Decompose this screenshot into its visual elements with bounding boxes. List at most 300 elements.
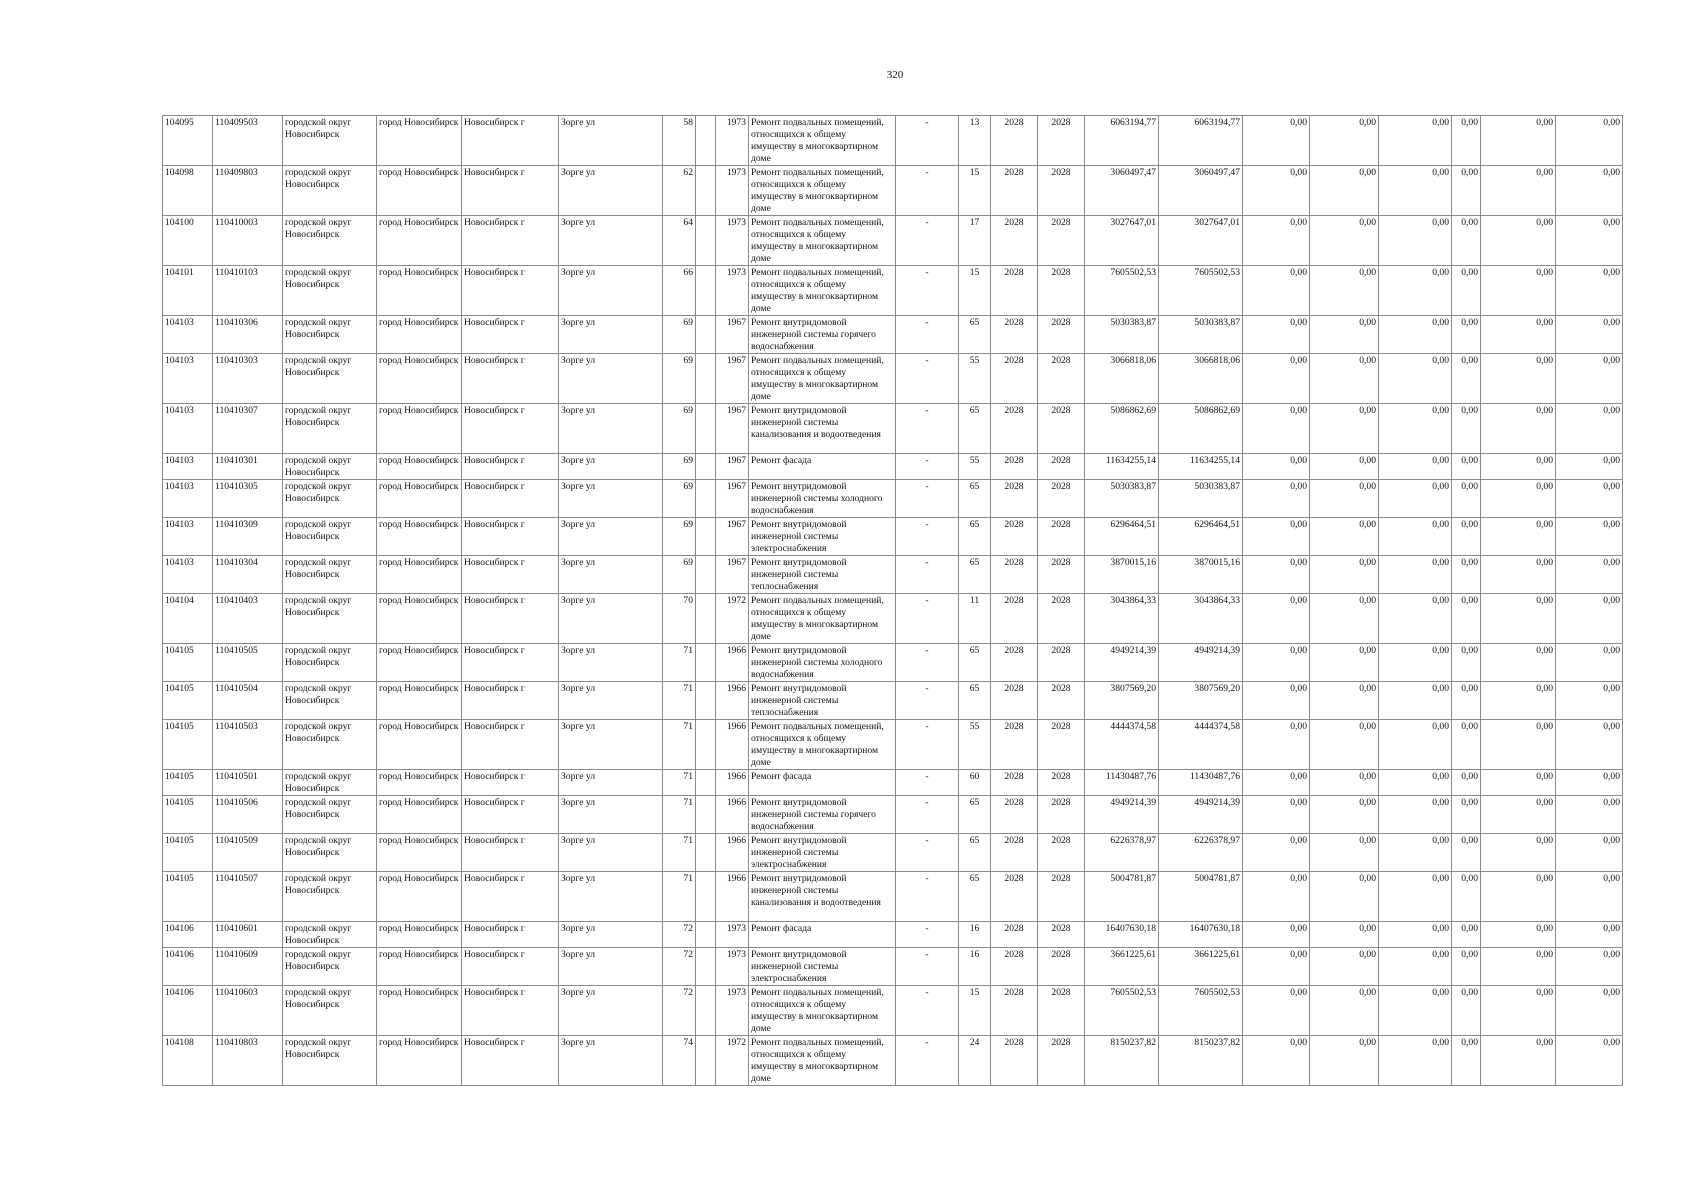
city-cell: Новосибирск г xyxy=(462,166,559,216)
house-number-cell: 71 xyxy=(663,644,696,682)
street-cell: Зорге ул xyxy=(559,166,663,216)
funding-4-cell: 0,00 xyxy=(1452,556,1481,594)
work-type-cell: Ремонт фасада xyxy=(749,922,896,948)
work-type-cell: Ремонт внутридомовой инженерной системы канализования и водоотведения xyxy=(749,404,896,454)
cost-cell: 8150237,82 xyxy=(1085,1036,1159,1086)
funding-1-cell: 0,00 xyxy=(1243,872,1310,922)
funding-1-cell: 0,00 xyxy=(1243,986,1310,1036)
work-type-cell: Ремонт подвальных помещений, относящихся к общему имуществу в многоквартирном доме xyxy=(749,594,896,644)
funding-1-cell: 0,00 xyxy=(1243,922,1310,948)
funding-4-cell: 0,00 xyxy=(1452,682,1481,720)
funding-5-cell: 0,00 xyxy=(1481,316,1556,354)
district-cell: городской округ Новосибирск xyxy=(283,948,377,986)
funding-2-cell: 0,00 xyxy=(1310,644,1379,682)
dash-cell: - xyxy=(896,454,959,480)
funding-3-cell: 0,00 xyxy=(1379,834,1452,872)
cost-cell: 3870015,16 xyxy=(1085,556,1159,594)
funding-1-cell: 0,00 xyxy=(1243,266,1310,316)
funding-6-cell: 0,00 xyxy=(1556,720,1623,770)
funding-2-cell: 0,00 xyxy=(1310,518,1379,556)
house-number-cell: 72 xyxy=(663,986,696,1036)
dash-cell: - xyxy=(896,556,959,594)
cost-cell: 5004781,87 xyxy=(1085,872,1159,922)
build-year-cell: 1967 xyxy=(716,316,749,354)
build-year-cell: 1973 xyxy=(716,266,749,316)
funding-1-cell: 0,00 xyxy=(1243,354,1310,404)
plan-year-start-cell: 2028 xyxy=(991,922,1038,948)
wear-cell: 65 xyxy=(959,316,991,354)
street-cell: Зорге ул xyxy=(559,834,663,872)
cost-cell: 5086862,69 xyxy=(1085,404,1159,454)
settlement-cell: город Новосибирск xyxy=(377,404,462,454)
cost-cell: 3661225,61 xyxy=(1085,948,1159,986)
row-code-cell: 110410504 xyxy=(213,682,283,720)
plan-year-start-cell: 2028 xyxy=(991,216,1038,266)
table-row xyxy=(163,796,1623,834)
plan-year-end-cell: 2028 xyxy=(1038,948,1085,986)
funding-4-cell: 0,00 xyxy=(1452,594,1481,644)
wear-cell: 65 xyxy=(959,834,991,872)
funding-4-cell: 0,00 xyxy=(1452,166,1481,216)
funding-3-cell: 0,00 xyxy=(1379,404,1452,454)
funding-6-cell: 0,00 xyxy=(1556,404,1623,454)
total-cost-cell: 5086862,69 xyxy=(1159,404,1243,454)
house-letter-cell xyxy=(696,116,716,166)
work-type-cell: Ремонт подвальных помещений, относящихся к общему имуществу в многоквартирном доме xyxy=(749,354,896,404)
funding-6-cell: 0,00 xyxy=(1556,266,1623,316)
row-id-cell: 104103 xyxy=(163,404,213,454)
work-type-cell: Ремонт подвальных помещений, относящихся к общему имуществу в многоквартирном доме xyxy=(749,266,896,316)
funding-5-cell: 0,00 xyxy=(1481,166,1556,216)
street-cell: Зорге ул xyxy=(559,720,663,770)
plan-year-end-cell: 2028 xyxy=(1038,404,1085,454)
settlement-cell: город Новосибирск xyxy=(377,266,462,316)
wear-cell: 65 xyxy=(959,480,991,518)
funding-2-cell: 0,00 xyxy=(1310,682,1379,720)
house-letter-cell xyxy=(696,316,716,354)
house-letter-cell xyxy=(696,682,716,720)
funding-5-cell: 0,00 xyxy=(1481,354,1556,404)
row-id-cell: 104106 xyxy=(163,922,213,948)
dash-cell: - xyxy=(896,266,959,316)
row-id-cell: 104105 xyxy=(163,770,213,796)
district-cell: городской округ Новосибирск xyxy=(283,682,377,720)
row-id-cell: 104105 xyxy=(163,796,213,834)
wear-cell: 65 xyxy=(959,404,991,454)
street-cell: Зорге ул xyxy=(559,948,663,986)
wear-cell: 16 xyxy=(959,922,991,948)
funding-4-cell: 0,00 xyxy=(1452,454,1481,480)
district-cell: городской округ Новосибирск xyxy=(283,166,377,216)
row-code-cell: 110410403 xyxy=(213,594,283,644)
total-cost-cell: 4949214,39 xyxy=(1159,644,1243,682)
cost-cell: 6226378,97 xyxy=(1085,834,1159,872)
build-year-cell: 1967 xyxy=(716,404,749,454)
funding-3-cell: 0,00 xyxy=(1379,166,1452,216)
funding-4-cell: 0,00 xyxy=(1452,720,1481,770)
page-number: 320 xyxy=(886,69,904,81)
row-id-cell: 104105 xyxy=(163,872,213,922)
settlement-cell: город Новосибирск xyxy=(377,354,462,404)
total-cost-cell: 3043864,33 xyxy=(1159,594,1243,644)
district-cell: городской округ Новосибирск xyxy=(283,518,377,556)
funding-6-cell: 0,00 xyxy=(1556,518,1623,556)
street-cell: Зорге ул xyxy=(559,922,663,948)
funding-5-cell: 0,00 xyxy=(1481,116,1556,166)
plan-year-start-cell: 2028 xyxy=(991,682,1038,720)
funding-6-cell: 0,00 xyxy=(1556,986,1623,1036)
cost-cell: 5030383,87 xyxy=(1085,316,1159,354)
row-code-cell: 110410003 xyxy=(213,216,283,266)
funding-6-cell: 0,00 xyxy=(1556,166,1623,216)
house-number-cell: 71 xyxy=(663,770,696,796)
house-number-cell: 71 xyxy=(663,834,696,872)
cost-cell: 3060497,47 xyxy=(1085,166,1159,216)
work-type-cell: Ремонт внутридомовой инженерной системы канализования и водоотведения xyxy=(749,872,896,922)
row-id-cell: 104103 xyxy=(163,480,213,518)
row-id-cell: 104104 xyxy=(163,594,213,644)
row-code-cell: 110410506 xyxy=(213,796,283,834)
house-number-cell: 71 xyxy=(663,796,696,834)
dash-cell: - xyxy=(896,518,959,556)
funding-5-cell: 0,00 xyxy=(1481,922,1556,948)
plan-year-end-cell: 2028 xyxy=(1038,354,1085,404)
plan-year-end-cell: 2028 xyxy=(1038,266,1085,316)
plan-year-start-cell: 2028 xyxy=(991,1036,1038,1086)
funding-2-cell: 0,00 xyxy=(1310,720,1379,770)
funding-5-cell: 0,00 xyxy=(1481,644,1556,682)
plan-year-end-cell: 2028 xyxy=(1038,454,1085,480)
district-cell: городской округ Новосибирск xyxy=(283,796,377,834)
house-number-cell: 62 xyxy=(663,166,696,216)
house-number-cell: 71 xyxy=(663,720,696,770)
total-cost-cell: 3027647,01 xyxy=(1159,216,1243,266)
settlement-cell: город Новосибирск xyxy=(377,720,462,770)
district-cell: городской округ Новосибирск xyxy=(283,872,377,922)
funding-4-cell: 0,00 xyxy=(1452,1036,1481,1086)
work-type-cell: Ремонт внутридомовой инженерной системы электроснабжения xyxy=(749,948,896,986)
funding-4-cell: 0,00 xyxy=(1452,404,1481,454)
settlement-cell: город Новосибирск xyxy=(377,770,462,796)
street-cell: Зорге ул xyxy=(559,316,663,354)
funding-1-cell: 0,00 xyxy=(1243,454,1310,480)
work-type-cell: Ремонт внутридомовой инженерной системы электроснабжения xyxy=(749,518,896,556)
city-cell: Новосибирск г xyxy=(462,518,559,556)
district-cell: городской округ Новосибирск xyxy=(283,922,377,948)
funding-3-cell: 0,00 xyxy=(1379,922,1452,948)
build-year-cell: 1973 xyxy=(716,166,749,216)
plan-year-start-cell: 2028 xyxy=(991,116,1038,166)
table-row xyxy=(163,266,1623,316)
dash-cell: - xyxy=(896,116,959,166)
house-number-cell: 69 xyxy=(663,354,696,404)
row-code-cell: 110410304 xyxy=(213,556,283,594)
build-year-cell: 1973 xyxy=(716,986,749,1036)
wear-cell: 15 xyxy=(959,266,991,316)
plan-year-end-cell: 2028 xyxy=(1038,720,1085,770)
table-row xyxy=(163,770,1623,796)
plan-year-end-cell: 2028 xyxy=(1038,922,1085,948)
build-year-cell: 1966 xyxy=(716,796,749,834)
funding-5-cell: 0,00 xyxy=(1481,796,1556,834)
house-letter-cell xyxy=(696,922,716,948)
build-year-cell: 1966 xyxy=(716,720,749,770)
city-cell: Новосибирск г xyxy=(462,796,559,834)
settlement-cell: город Новосибирск xyxy=(377,834,462,872)
work-type-cell: Ремонт фасада xyxy=(749,454,896,480)
row-code-cell: 110410609 xyxy=(213,948,283,986)
settlement-cell: город Новосибирск xyxy=(377,316,462,354)
house-number-cell: 69 xyxy=(663,404,696,454)
wear-cell: 65 xyxy=(959,644,991,682)
table-row xyxy=(163,480,1623,518)
plan-year-start-cell: 2028 xyxy=(991,556,1038,594)
total-cost-cell: 6063194,77 xyxy=(1159,116,1243,166)
funding-6-cell: 0,00 xyxy=(1556,594,1623,644)
cost-cell: 3043864,33 xyxy=(1085,594,1159,644)
build-year-cell: 1967 xyxy=(716,480,749,518)
funding-6-cell: 0,00 xyxy=(1556,644,1623,682)
row-code-cell: 110410306 xyxy=(213,316,283,354)
total-cost-cell: 3060497,47 xyxy=(1159,166,1243,216)
district-cell: городской округ Новосибирск xyxy=(283,116,377,166)
total-cost-cell: 5030383,87 xyxy=(1159,316,1243,354)
funding-5-cell: 0,00 xyxy=(1481,986,1556,1036)
dash-cell: - xyxy=(896,922,959,948)
row-id-cell: 104103 xyxy=(163,518,213,556)
settlement-cell: город Новосибирск xyxy=(377,116,462,166)
table-row xyxy=(163,518,1623,556)
work-type-cell: Ремонт подвальных помещений, относящихся к общему имуществу в многоквартирном доме xyxy=(749,116,896,166)
dash-cell: - xyxy=(896,986,959,1036)
funding-4-cell: 0,00 xyxy=(1452,316,1481,354)
street-cell: Зорге ул xyxy=(559,1036,663,1086)
total-cost-cell: 16407630,18 xyxy=(1159,922,1243,948)
plan-year-start-cell: 2028 xyxy=(991,872,1038,922)
street-cell: Зорге ул xyxy=(559,266,663,316)
funding-3-cell: 0,00 xyxy=(1379,266,1452,316)
funding-5-cell: 0,00 xyxy=(1481,404,1556,454)
district-cell: городской округ Новосибирск xyxy=(283,834,377,872)
funding-1-cell: 0,00 xyxy=(1243,1036,1310,1086)
row-id-cell: 104103 xyxy=(163,316,213,354)
funding-5-cell: 0,00 xyxy=(1481,594,1556,644)
work-type-cell: Ремонт подвальных помещений, относящихся к общему имуществу в многоквартирном доме xyxy=(749,1036,896,1086)
street-cell: Зорге ул xyxy=(559,404,663,454)
funding-6-cell: 0,00 xyxy=(1556,354,1623,404)
dash-cell: - xyxy=(896,644,959,682)
row-code-cell: 110410507 xyxy=(213,872,283,922)
cost-cell: 6063194,77 xyxy=(1085,116,1159,166)
total-cost-cell: 5030383,87 xyxy=(1159,480,1243,518)
total-cost-cell: 3066818,06 xyxy=(1159,354,1243,404)
funding-3-cell: 0,00 xyxy=(1379,454,1452,480)
house-number-cell: 69 xyxy=(663,556,696,594)
table-row xyxy=(163,216,1623,266)
wear-cell: 55 xyxy=(959,720,991,770)
plan-year-start-cell: 2028 xyxy=(991,644,1038,682)
work-type-cell: Ремонт внутридомовой инженерной системы холодного водоснабжения xyxy=(749,644,896,682)
funding-2-cell: 0,00 xyxy=(1310,404,1379,454)
settlement-cell: город Новосибирск xyxy=(377,480,462,518)
cost-cell: 11634255,14 xyxy=(1085,454,1159,480)
row-code-cell: 110410309 xyxy=(213,518,283,556)
house-letter-cell xyxy=(696,266,716,316)
house-number-cell: 69 xyxy=(663,316,696,354)
funding-3-cell: 0,00 xyxy=(1379,1036,1452,1086)
funding-6-cell: 0,00 xyxy=(1556,682,1623,720)
settlement-cell: город Новосибирск xyxy=(377,518,462,556)
row-id-cell: 104103 xyxy=(163,556,213,594)
table-row xyxy=(163,454,1623,480)
row-id-cell: 104108 xyxy=(163,1036,213,1086)
funding-2-cell: 0,00 xyxy=(1310,796,1379,834)
total-cost-cell: 7605502,53 xyxy=(1159,986,1243,1036)
row-code-cell: 110410307 xyxy=(213,404,283,454)
funding-3-cell: 0,00 xyxy=(1379,770,1452,796)
street-cell: Зорге ул xyxy=(559,518,663,556)
table-row xyxy=(163,948,1623,986)
work-type-cell: Ремонт внутридомовой инженерной системы горячего водоснабжения xyxy=(749,316,896,354)
plan-year-start-cell: 2028 xyxy=(991,986,1038,1036)
settlement-cell: город Новосибирск xyxy=(377,556,462,594)
build-year-cell: 1966 xyxy=(716,834,749,872)
funding-6-cell: 0,00 xyxy=(1556,948,1623,986)
work-type-cell: Ремонт внутридомовой инженерной системы теплоснабжения xyxy=(749,682,896,720)
build-year-cell: 1966 xyxy=(716,682,749,720)
funding-5-cell: 0,00 xyxy=(1481,720,1556,770)
house-number-cell: 69 xyxy=(663,518,696,556)
table-row xyxy=(163,922,1623,948)
total-cost-cell: 3661225,61 xyxy=(1159,948,1243,986)
row-id-cell: 104103 xyxy=(163,454,213,480)
house-letter-cell xyxy=(696,720,716,770)
city-cell: Новосибирск г xyxy=(462,872,559,922)
build-year-cell: 1972 xyxy=(716,594,749,644)
funding-4-cell: 0,00 xyxy=(1452,922,1481,948)
funding-2-cell: 0,00 xyxy=(1310,872,1379,922)
funding-6-cell: 0,00 xyxy=(1556,480,1623,518)
table-row xyxy=(163,166,1623,216)
work-type-cell: Ремонт подвальных помещений, относящихся к общему имуществу в многоквартирном доме xyxy=(749,720,896,770)
street-cell: Зорге ул xyxy=(559,594,663,644)
funding-1-cell: 0,00 xyxy=(1243,594,1310,644)
build-year-cell: 1973 xyxy=(716,116,749,166)
dash-cell: - xyxy=(896,872,959,922)
funding-5-cell: 0,00 xyxy=(1481,480,1556,518)
work-type-cell: Ремонт подвальных помещений, относящихся к общему имуществу в многоквартирном доме xyxy=(749,166,896,216)
row-id-cell: 104095 xyxy=(163,116,213,166)
total-cost-cell: 6226378,97 xyxy=(1159,834,1243,872)
street-cell: Зорге ул xyxy=(559,216,663,266)
wear-cell: 13 xyxy=(959,116,991,166)
funding-2-cell: 0,00 xyxy=(1310,266,1379,316)
funding-3-cell: 0,00 xyxy=(1379,480,1452,518)
funding-3-cell: 0,00 xyxy=(1379,682,1452,720)
house-letter-cell xyxy=(696,518,716,556)
house-letter-cell xyxy=(696,404,716,454)
build-year-cell: 1973 xyxy=(716,216,749,266)
funding-6-cell: 0,00 xyxy=(1556,454,1623,480)
city-cell: Новосибирск г xyxy=(462,266,559,316)
plan-year-end-cell: 2028 xyxy=(1038,796,1085,834)
plan-year-start-cell: 2028 xyxy=(991,720,1038,770)
row-id-cell: 104100 xyxy=(163,216,213,266)
city-cell: Новосибирск г xyxy=(462,316,559,354)
build-year-cell: 1967 xyxy=(716,518,749,556)
plan-year-start-cell: 2028 xyxy=(991,948,1038,986)
dash-cell: - xyxy=(896,166,959,216)
plan-year-start-cell: 2028 xyxy=(991,316,1038,354)
street-cell: Зорге ул xyxy=(559,116,663,166)
build-year-cell: 1966 xyxy=(716,644,749,682)
house-letter-cell xyxy=(696,166,716,216)
funding-6-cell: 0,00 xyxy=(1556,872,1623,922)
funding-2-cell: 0,00 xyxy=(1310,1036,1379,1086)
row-id-cell: 104098 xyxy=(163,166,213,216)
funding-2-cell: 0,00 xyxy=(1310,556,1379,594)
build-year-cell: 1973 xyxy=(716,922,749,948)
house-number-cell: 64 xyxy=(663,216,696,266)
house-number-cell: 66 xyxy=(663,266,696,316)
wear-cell: 65 xyxy=(959,682,991,720)
dash-cell: - xyxy=(896,404,959,454)
street-cell: Зорге ул xyxy=(559,644,663,682)
work-type-cell: Ремонт внутридомовой инженерной системы холодного водоснабжения xyxy=(749,480,896,518)
dash-cell: - xyxy=(896,720,959,770)
plan-year-end-cell: 2028 xyxy=(1038,834,1085,872)
cost-cell: 4444374,58 xyxy=(1085,720,1159,770)
funding-1-cell: 0,00 xyxy=(1243,644,1310,682)
house-letter-cell xyxy=(696,454,716,480)
row-code-cell: 110410301 xyxy=(213,454,283,480)
funding-6-cell: 0,00 xyxy=(1556,216,1623,266)
house-letter-cell xyxy=(696,986,716,1036)
build-year-cell: 1967 xyxy=(716,454,749,480)
settlement-cell: город Новосибирск xyxy=(377,594,462,644)
district-cell: городской округ Новосибирск xyxy=(283,594,377,644)
dash-cell: - xyxy=(896,682,959,720)
funding-5-cell: 0,00 xyxy=(1481,948,1556,986)
district-cell: городской округ Новосибирск xyxy=(283,1036,377,1086)
wear-cell: 65 xyxy=(959,556,991,594)
city-cell: Новосибирск г xyxy=(462,354,559,404)
district-cell: городской округ Новосибирск xyxy=(283,770,377,796)
funding-2-cell: 0,00 xyxy=(1310,922,1379,948)
plan-year-end-cell: 2028 xyxy=(1038,1036,1085,1086)
funding-4-cell: 0,00 xyxy=(1452,116,1481,166)
plan-year-start-cell: 2028 xyxy=(991,354,1038,404)
funding-5-cell: 0,00 xyxy=(1481,216,1556,266)
table-row xyxy=(163,720,1623,770)
settlement-cell: город Новосибирск xyxy=(377,166,462,216)
dash-cell: - xyxy=(896,594,959,644)
table-row xyxy=(163,116,1623,166)
cost-cell: 11430487,76 xyxy=(1085,770,1159,796)
funding-4-cell: 0,00 xyxy=(1452,518,1481,556)
build-year-cell: 1972 xyxy=(716,1036,749,1086)
cost-cell: 7605502,53 xyxy=(1085,266,1159,316)
cost-cell: 3027647,01 xyxy=(1085,216,1159,266)
funding-4-cell: 0,00 xyxy=(1452,644,1481,682)
funding-5-cell: 0,00 xyxy=(1481,518,1556,556)
house-number-cell: 72 xyxy=(663,922,696,948)
funding-3-cell: 0,00 xyxy=(1379,986,1452,1036)
district-cell: городской округ Новосибирск xyxy=(283,480,377,518)
plan-year-end-cell: 2028 xyxy=(1038,872,1085,922)
table-row xyxy=(163,404,1623,454)
capital-repair-table xyxy=(162,115,1623,1086)
